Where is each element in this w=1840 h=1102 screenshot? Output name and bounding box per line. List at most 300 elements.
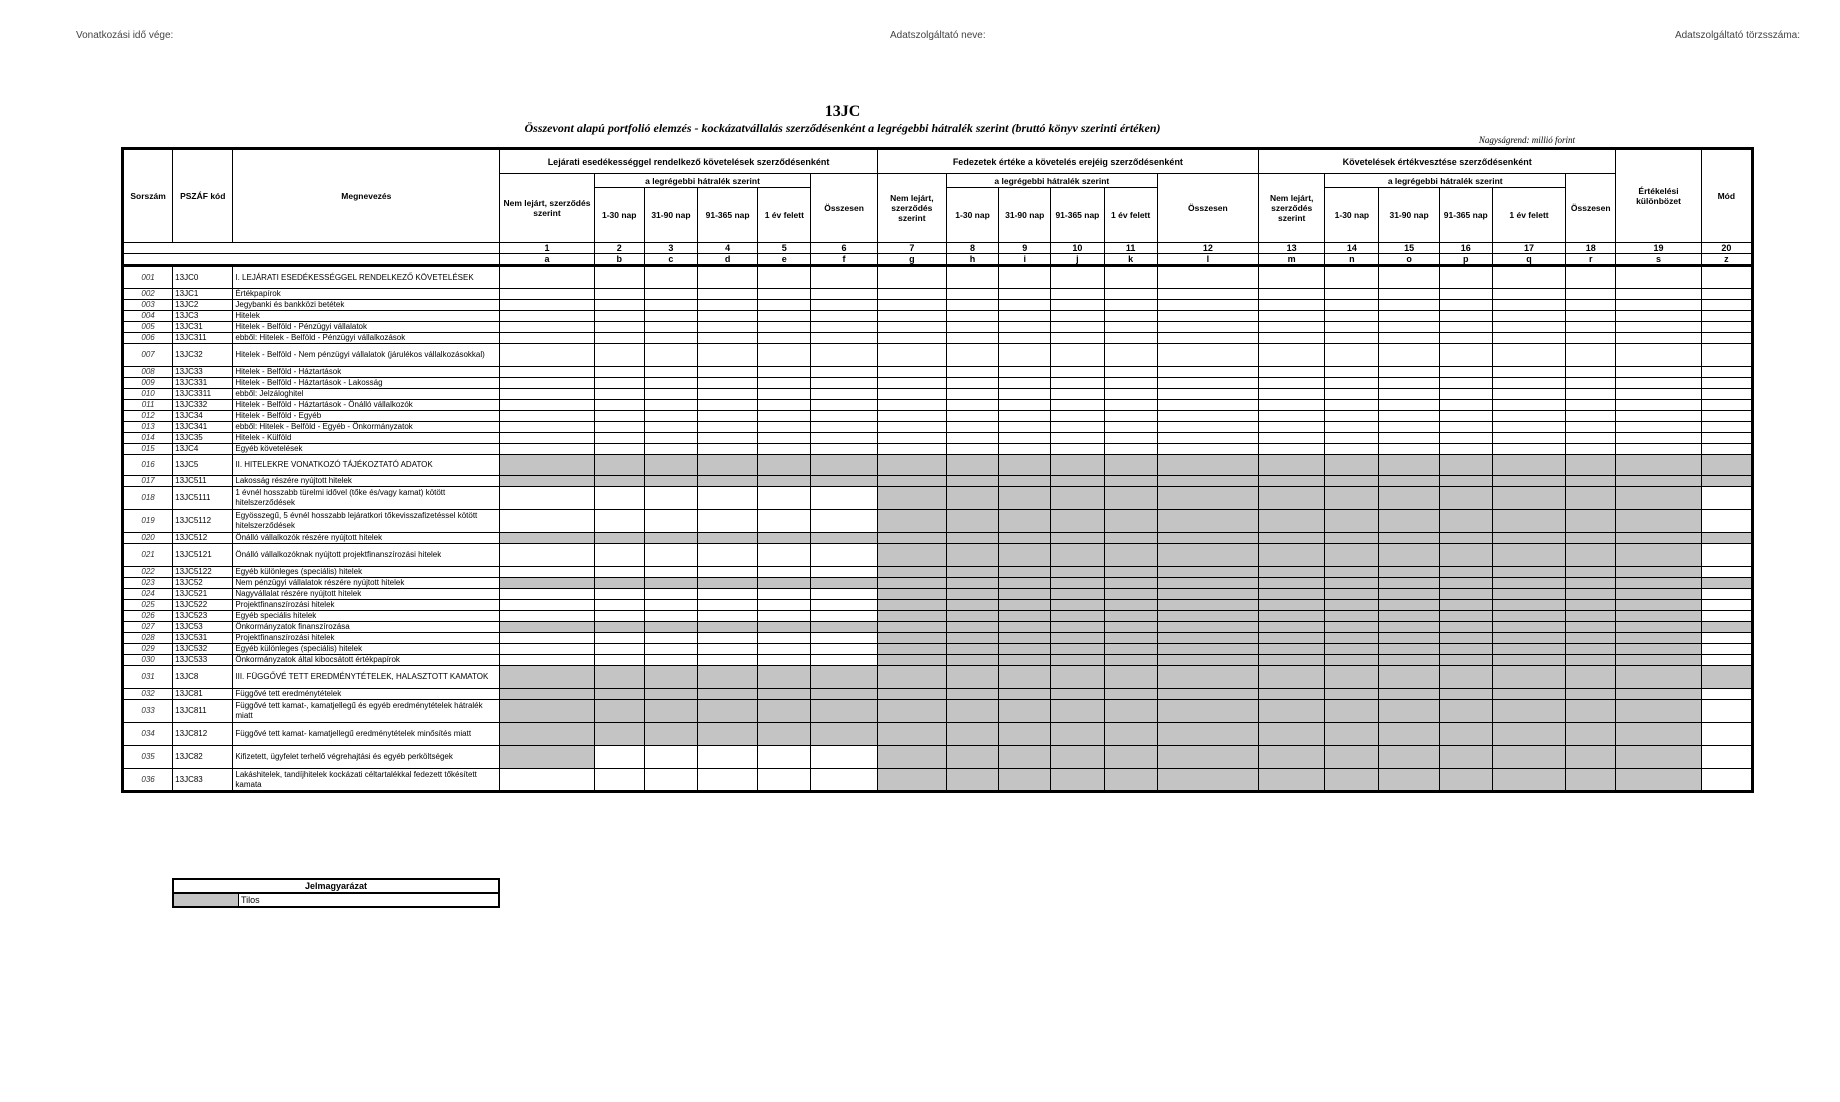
data-cell[interactable] (698, 444, 758, 455)
data-cell[interactable] (1701, 344, 1752, 367)
data-cell[interactable] (1566, 289, 1616, 300)
data-cell[interactable] (1157, 266, 1258, 289)
data-cell[interactable] (758, 367, 811, 378)
data-cell[interactable] (1701, 311, 1752, 322)
data-cell[interactable] (758, 378, 811, 389)
data-cell[interactable] (999, 311, 1051, 322)
data-cell[interactable] (1701, 422, 1752, 433)
data-cell[interactable] (946, 367, 998, 378)
data-cell[interactable] (644, 746, 697, 769)
data-cell[interactable] (594, 589, 644, 600)
data-cell[interactable] (1701, 378, 1752, 389)
data-cell[interactable] (758, 567, 811, 578)
data-cell[interactable] (811, 633, 877, 644)
data-cell[interactable] (500, 589, 594, 600)
data-cell[interactable] (644, 644, 697, 655)
data-cell[interactable] (1051, 433, 1104, 444)
data-cell[interactable] (1701, 700, 1752, 723)
data-cell[interactable] (1566, 333, 1616, 344)
data-cell[interactable] (500, 444, 594, 455)
data-cell[interactable] (1566, 433, 1616, 444)
data-cell[interactable] (1492, 444, 1565, 455)
data-cell[interactable] (1051, 411, 1104, 422)
data-cell[interactable] (594, 644, 644, 655)
data-cell[interactable] (1701, 444, 1752, 455)
data-cell[interactable] (1157, 422, 1258, 433)
data-cell[interactable] (877, 333, 946, 344)
data-cell[interactable] (877, 300, 946, 311)
data-cell[interactable] (1379, 333, 1439, 344)
data-cell[interactable] (946, 433, 998, 444)
data-cell[interactable] (1157, 433, 1258, 444)
data-cell[interactable] (1616, 367, 1701, 378)
data-cell[interactable] (811, 266, 877, 289)
data-cell[interactable] (1379, 400, 1439, 411)
data-cell[interactable] (1157, 411, 1258, 422)
data-cell[interactable] (758, 655, 811, 666)
data-cell[interactable] (644, 510, 697, 533)
data-cell[interactable] (758, 589, 811, 600)
data-cell[interactable] (1379, 344, 1439, 367)
data-cell[interactable] (811, 444, 877, 455)
data-cell[interactable] (1439, 444, 1492, 455)
data-cell[interactable] (1701, 411, 1752, 422)
data-cell[interactable] (758, 422, 811, 433)
data-cell[interactable] (1104, 289, 1157, 300)
data-cell[interactable] (946, 422, 998, 433)
data-cell[interactable] (1492, 322, 1565, 333)
data-cell[interactable] (1259, 333, 1325, 344)
data-cell[interactable] (1157, 367, 1258, 378)
data-cell[interactable] (644, 433, 697, 444)
data-cell[interactable] (594, 444, 644, 455)
data-cell[interactable] (758, 544, 811, 567)
data-cell[interactable] (946, 344, 998, 367)
data-cell[interactable] (946, 389, 998, 400)
data-cell[interactable] (500, 633, 594, 644)
data-cell[interactable] (1701, 289, 1752, 300)
data-cell[interactable] (811, 289, 877, 300)
data-cell[interactable] (1157, 444, 1258, 455)
data-cell[interactable] (594, 422, 644, 433)
data-cell[interactable] (1439, 333, 1492, 344)
data-cell[interactable] (1051, 389, 1104, 400)
data-cell[interactable] (1701, 433, 1752, 444)
data-cell[interactable] (500, 378, 594, 389)
data-cell[interactable] (946, 311, 998, 322)
data-cell[interactable] (999, 300, 1051, 311)
data-cell[interactable] (1701, 322, 1752, 333)
data-cell[interactable] (1259, 311, 1325, 322)
data-cell[interactable] (811, 378, 877, 389)
data-cell[interactable] (500, 322, 594, 333)
data-cell[interactable] (698, 300, 758, 311)
data-cell[interactable] (1701, 389, 1752, 400)
data-cell[interactable] (1259, 367, 1325, 378)
data-cell[interactable] (698, 433, 758, 444)
data-cell[interactable] (999, 422, 1051, 433)
data-cell[interactable] (1566, 411, 1616, 422)
data-cell[interactable] (644, 367, 697, 378)
data-cell[interactable] (1439, 367, 1492, 378)
data-cell[interactable] (811, 422, 877, 433)
data-cell[interactable] (698, 344, 758, 367)
data-cell[interactable] (500, 567, 594, 578)
data-cell[interactable] (946, 300, 998, 311)
data-cell[interactable] (811, 655, 877, 666)
data-cell[interactable] (1616, 322, 1701, 333)
data-cell[interactable] (1492, 311, 1565, 322)
data-cell[interactable] (877, 289, 946, 300)
data-cell[interactable] (594, 769, 644, 792)
data-cell[interactable] (758, 769, 811, 792)
data-cell[interactable] (1379, 411, 1439, 422)
data-cell[interactable] (999, 367, 1051, 378)
data-cell[interactable] (594, 378, 644, 389)
data-cell[interactable] (1701, 746, 1752, 769)
data-cell[interactable] (946, 322, 998, 333)
data-cell[interactable] (1439, 322, 1492, 333)
data-cell[interactable] (1157, 378, 1258, 389)
data-cell[interactable] (1616, 422, 1701, 433)
data-cell[interactable] (644, 422, 697, 433)
data-cell[interactable] (1566, 389, 1616, 400)
data-cell[interactable] (1566, 400, 1616, 411)
data-cell[interactable] (1379, 378, 1439, 389)
data-cell[interactable] (999, 344, 1051, 367)
data-cell[interactable] (946, 266, 998, 289)
data-cell[interactable] (1259, 411, 1325, 422)
data-cell[interactable] (594, 322, 644, 333)
data-cell[interactable] (698, 367, 758, 378)
data-cell[interactable] (1566, 367, 1616, 378)
data-cell[interactable] (1051, 289, 1104, 300)
data-cell[interactable] (1492, 378, 1565, 389)
data-cell[interactable] (1104, 422, 1157, 433)
data-cell[interactable] (999, 389, 1051, 400)
data-cell[interactable] (594, 400, 644, 411)
data-cell[interactable] (1379, 433, 1439, 444)
data-cell[interactable] (877, 433, 946, 444)
data-cell[interactable] (1051, 367, 1104, 378)
data-cell[interactable] (1492, 333, 1565, 344)
data-cell[interactable] (1051, 422, 1104, 433)
data-cell[interactable] (1051, 444, 1104, 455)
data-cell[interactable] (1701, 769, 1752, 792)
data-cell[interactable] (1157, 289, 1258, 300)
data-cell[interactable] (1325, 444, 1379, 455)
data-cell[interactable] (1566, 322, 1616, 333)
data-cell[interactable] (644, 487, 697, 510)
data-cell[interactable] (1051, 378, 1104, 389)
data-cell[interactable] (1701, 544, 1752, 567)
data-cell[interactable] (500, 266, 594, 289)
data-cell[interactable] (644, 344, 697, 367)
data-cell[interactable] (1701, 633, 1752, 644)
data-cell[interactable] (1104, 400, 1157, 411)
data-cell[interactable] (1325, 433, 1379, 444)
data-cell[interactable] (999, 411, 1051, 422)
data-cell[interactable] (644, 600, 697, 611)
data-cell[interactable] (500, 655, 594, 666)
data-cell[interactable] (1157, 300, 1258, 311)
data-cell[interactable] (698, 333, 758, 344)
data-cell[interactable] (1259, 444, 1325, 455)
data-cell[interactable] (644, 289, 697, 300)
data-cell[interactable] (758, 644, 811, 655)
data-cell[interactable] (500, 333, 594, 344)
data-cell[interactable] (644, 444, 697, 455)
data-cell[interactable] (594, 411, 644, 422)
data-cell[interactable] (698, 600, 758, 611)
data-cell[interactable] (946, 444, 998, 455)
data-cell[interactable] (698, 411, 758, 422)
data-cell[interactable] (999, 266, 1051, 289)
data-cell[interactable] (1701, 644, 1752, 655)
data-cell[interactable] (1325, 311, 1379, 322)
data-cell[interactable] (1325, 367, 1379, 378)
data-cell[interactable] (1325, 422, 1379, 433)
data-cell[interactable] (758, 322, 811, 333)
data-cell[interactable] (500, 422, 594, 433)
data-cell[interactable] (999, 444, 1051, 455)
data-cell[interactable] (877, 411, 946, 422)
data-cell[interactable] (946, 289, 998, 300)
data-cell[interactable] (1325, 411, 1379, 422)
data-cell[interactable] (1701, 333, 1752, 344)
data-cell[interactable] (1157, 389, 1258, 400)
data-cell[interactable] (594, 746, 644, 769)
data-cell[interactable] (698, 655, 758, 666)
data-cell[interactable] (1616, 311, 1701, 322)
data-cell[interactable] (500, 611, 594, 622)
data-cell[interactable] (1566, 422, 1616, 433)
data-cell[interactable] (698, 400, 758, 411)
data-cell[interactable] (644, 411, 697, 422)
data-cell[interactable] (758, 600, 811, 611)
data-cell[interactable] (698, 289, 758, 300)
data-cell[interactable] (1439, 266, 1492, 289)
data-cell[interactable] (811, 333, 877, 344)
data-cell[interactable] (877, 311, 946, 322)
data-cell[interactable] (811, 589, 877, 600)
data-cell[interactable] (1259, 266, 1325, 289)
data-cell[interactable] (594, 389, 644, 400)
data-cell[interactable] (1379, 367, 1439, 378)
data-cell[interactable] (594, 333, 644, 344)
data-cell[interactable] (999, 333, 1051, 344)
data-cell[interactable] (698, 611, 758, 622)
data-cell[interactable] (1104, 344, 1157, 367)
data-cell[interactable] (1157, 344, 1258, 367)
data-cell[interactable] (811, 567, 877, 578)
data-cell[interactable] (1439, 400, 1492, 411)
data-cell[interactable] (1157, 311, 1258, 322)
data-cell[interactable] (811, 510, 877, 533)
data-cell[interactable] (500, 389, 594, 400)
data-cell[interactable] (1492, 300, 1565, 311)
data-cell[interactable] (1259, 400, 1325, 411)
data-cell[interactable] (698, 544, 758, 567)
data-cell[interactable] (1157, 333, 1258, 344)
data-cell[interactable] (1325, 266, 1379, 289)
data-cell[interactable] (758, 633, 811, 644)
data-cell[interactable] (594, 266, 644, 289)
data-cell[interactable] (1379, 289, 1439, 300)
data-cell[interactable] (877, 344, 946, 367)
data-cell[interactable] (500, 411, 594, 422)
data-cell[interactable] (1616, 344, 1701, 367)
data-cell[interactable] (1259, 289, 1325, 300)
data-cell[interactable] (1379, 389, 1439, 400)
data-cell[interactable] (500, 344, 594, 367)
data-cell[interactable] (594, 433, 644, 444)
data-cell[interactable] (1104, 266, 1157, 289)
data-cell[interactable] (644, 300, 697, 311)
data-cell[interactable] (1701, 510, 1752, 533)
data-cell[interactable] (946, 400, 998, 411)
data-cell[interactable] (1701, 600, 1752, 611)
data-cell[interactable] (594, 487, 644, 510)
data-cell[interactable] (1325, 378, 1379, 389)
data-cell[interactable] (698, 378, 758, 389)
data-cell[interactable] (1566, 344, 1616, 367)
data-cell[interactable] (1439, 300, 1492, 311)
data-cell[interactable] (1492, 433, 1565, 444)
data-cell[interactable] (644, 266, 697, 289)
data-cell[interactable] (594, 567, 644, 578)
data-cell[interactable] (946, 411, 998, 422)
data-cell[interactable] (811, 600, 877, 611)
data-cell[interactable] (1379, 300, 1439, 311)
data-cell[interactable] (644, 633, 697, 644)
data-cell[interactable] (1616, 266, 1701, 289)
data-cell[interactable] (644, 567, 697, 578)
data-cell[interactable] (500, 487, 594, 510)
data-cell[interactable] (698, 644, 758, 655)
data-cell[interactable] (1379, 266, 1439, 289)
data-cell[interactable] (500, 769, 594, 792)
data-cell[interactable] (1051, 344, 1104, 367)
data-cell[interactable] (698, 567, 758, 578)
data-cell[interactable] (698, 422, 758, 433)
data-cell[interactable] (811, 544, 877, 567)
data-cell[interactable] (811, 300, 877, 311)
data-cell[interactable] (1259, 322, 1325, 333)
data-cell[interactable] (698, 487, 758, 510)
data-cell[interactable] (1259, 344, 1325, 367)
data-cell[interactable] (698, 746, 758, 769)
data-cell[interactable] (594, 367, 644, 378)
data-cell[interactable] (1701, 723, 1752, 746)
data-cell[interactable] (500, 600, 594, 611)
data-cell[interactable] (644, 655, 697, 666)
data-cell[interactable] (999, 378, 1051, 389)
data-cell[interactable] (811, 389, 877, 400)
data-cell[interactable] (758, 400, 811, 411)
data-cell[interactable] (644, 389, 697, 400)
data-cell[interactable] (1379, 422, 1439, 433)
data-cell[interactable] (644, 322, 697, 333)
data-cell[interactable] (500, 367, 594, 378)
data-cell[interactable] (1051, 322, 1104, 333)
data-cell[interactable] (1325, 300, 1379, 311)
data-cell[interactable] (1701, 266, 1752, 289)
data-cell[interactable] (594, 655, 644, 666)
data-cell[interactable] (811, 746, 877, 769)
data-cell[interactable] (758, 344, 811, 367)
data-cell[interactable] (1616, 444, 1701, 455)
data-cell[interactable] (758, 444, 811, 455)
data-cell[interactable] (500, 433, 594, 444)
data-cell[interactable] (1566, 378, 1616, 389)
data-cell[interactable] (1439, 433, 1492, 444)
data-cell[interactable] (1701, 400, 1752, 411)
data-cell[interactable] (594, 600, 644, 611)
data-cell[interactable] (1439, 311, 1492, 322)
data-cell[interactable] (758, 266, 811, 289)
data-cell[interactable] (1259, 422, 1325, 433)
data-cell[interactable] (1259, 389, 1325, 400)
data-cell[interactable] (594, 311, 644, 322)
data-cell[interactable] (1701, 567, 1752, 578)
data-cell[interactable] (698, 510, 758, 533)
data-cell[interactable] (946, 333, 998, 344)
data-cell[interactable] (1616, 300, 1701, 311)
data-cell[interactable] (1104, 444, 1157, 455)
data-cell[interactable] (758, 289, 811, 300)
data-cell[interactable] (877, 422, 946, 433)
data-cell[interactable] (877, 389, 946, 400)
data-cell[interactable] (1492, 422, 1565, 433)
data-cell[interactable] (1701, 689, 1752, 700)
data-cell[interactable] (1379, 322, 1439, 333)
data-cell[interactable] (877, 322, 946, 333)
data-cell[interactable] (1104, 333, 1157, 344)
data-cell[interactable] (1616, 289, 1701, 300)
data-cell[interactable] (594, 510, 644, 533)
data-cell[interactable] (1325, 333, 1379, 344)
data-cell[interactable] (758, 746, 811, 769)
data-cell[interactable] (811, 311, 877, 322)
data-cell[interactable] (644, 311, 697, 322)
data-cell[interactable] (999, 400, 1051, 411)
data-cell[interactable] (1492, 289, 1565, 300)
data-cell[interactable] (1259, 378, 1325, 389)
data-cell[interactable] (698, 633, 758, 644)
data-cell[interactable] (1051, 266, 1104, 289)
data-cell[interactable] (594, 544, 644, 567)
data-cell[interactable] (594, 611, 644, 622)
data-cell[interactable] (1325, 389, 1379, 400)
data-cell[interactable] (877, 266, 946, 289)
data-cell[interactable] (999, 322, 1051, 333)
data-cell[interactable] (1701, 487, 1752, 510)
data-cell[interactable] (698, 589, 758, 600)
data-cell[interactable] (644, 589, 697, 600)
data-cell[interactable] (758, 611, 811, 622)
data-cell[interactable] (644, 378, 697, 389)
data-cell[interactable] (1701, 611, 1752, 622)
data-cell[interactable] (1051, 311, 1104, 322)
data-cell[interactable] (811, 487, 877, 510)
data-cell[interactable] (698, 769, 758, 792)
data-cell[interactable] (644, 400, 697, 411)
data-cell[interactable] (758, 300, 811, 311)
data-cell[interactable] (1157, 322, 1258, 333)
data-cell[interactable] (1379, 444, 1439, 455)
data-cell[interactable] (811, 367, 877, 378)
